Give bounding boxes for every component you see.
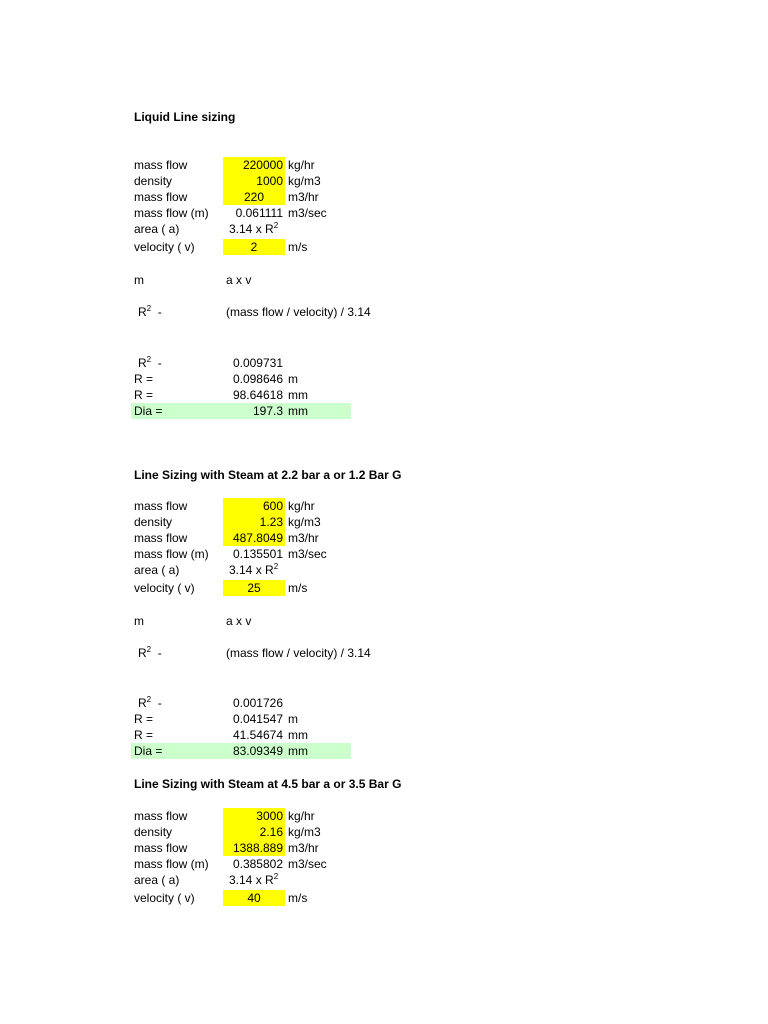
r-mm-label: R = [134,388,154,402]
row-r2-formula [131,645,371,661]
density-unit: kg/m3 [288,825,321,839]
row-density [131,173,351,189]
row-mass-flow [131,157,351,173]
row-dia [131,403,351,419]
volume-flow-value[interactable]: 487.8049 [223,530,285,546]
mass-flow-m-value[interactable]: 0.061111 [235,206,283,220]
r-mm-label: R = [134,728,154,742]
volume-flow-label: mass flow [134,531,188,545]
area-expr: 3.14 x R [229,563,274,577]
dia-unit: mm [288,744,308,758]
area-expr: 3.14 x R [229,222,274,236]
row-area [131,562,351,578]
row-mass-flow [131,808,351,824]
area-expr: 3.14 x R [229,873,274,887]
density-input[interactable]: 1.23 [223,514,285,530]
velocity-label: velocity ( v) [134,891,195,905]
mass-flow-m-label: mass flow (m) [134,547,209,561]
row-volume-flow [131,189,351,205]
r-m-value[interactable]: 0.041547 [232,712,283,726]
m-label: m [134,614,144,628]
mass-flow-unit: kg/hr [288,499,315,513]
mass-flow-label: mass flow [134,158,188,172]
row-velocity [131,239,351,255]
mass-flow-m-value[interactable]: 0.135501 [232,547,283,561]
r2-label: $R^2$ - [138,645,162,660]
row-velocity [131,580,351,596]
r-mm-value[interactable]: 41.54674 [232,728,283,742]
row-r-mm [131,387,351,403]
r-mm-value[interactable]: 98.64618 [232,388,283,402]
row-volume-flow [131,530,351,546]
r2-formula[interactable]: (mass flow / velocity) / 3.14 [226,305,371,319]
area-exponent: 2 [273,872,279,881]
volume-flow-label: mass flow [134,190,188,204]
mass-flow-m-unit: m3/sec [288,547,327,561]
mass-flow-label: mass flow [134,809,188,823]
row-density [131,514,351,530]
volume-flow-value[interactable]: 220 [223,189,285,205]
volume-flow-value[interactable]: 1388.889 [223,840,285,856]
dia-unit: mm [288,404,308,418]
density-label: density [134,174,173,188]
velocity-unit: m/s [288,240,308,254]
velocity-unit: m/s [288,581,308,595]
velocity-label: velocity ( v) [134,240,195,254]
area-label: area ( a) [134,873,180,887]
row-area [131,872,351,888]
mass-flow-input[interactable]: 600 [223,498,285,514]
dia-label: Dia = [134,744,163,758]
row-density [131,824,351,840]
section-title-steam-4-5: Line Sizing with Steam at 4.5 bar a or 3.5 Bar G [134,777,402,791]
velocity-input[interactable]: 2 [223,239,285,255]
area-formula[interactable] [229,221,278,237]
r-m-label: R = [134,372,154,386]
density-unit: kg/m3 [288,174,321,188]
density-input[interactable]: 1000 [223,173,285,189]
row-dia [131,743,351,759]
density-unit: kg/m3 [288,515,321,529]
dia-value[interactable]: 83.09349 [232,744,283,758]
velocity-label: velocity ( v) [134,581,195,595]
r-mm-unit: mm [288,388,308,402]
row-r2-value [131,695,351,711]
density-label: density [134,515,173,529]
r2-value[interactable]: 0.001726 [232,696,283,710]
area-label: area ( a) [134,563,180,577]
velocity-input[interactable]: 40 [223,890,285,906]
mass-flow-m-label: mass flow (m) [134,206,209,220]
r-m-label: R = [134,712,154,726]
volume-flow-unit: m3/hr [288,190,319,204]
area-exponent: 2 [273,562,279,571]
row-volume-flow [131,840,351,856]
m-expr[interactable]: a x v [226,273,252,287]
mass-flow-m-label: mass flow (m) [134,857,209,871]
section-title-steam-2-2: Line Sizing with Steam at 2.2 bar a or 1.2 Bar G [134,468,402,482]
section-title-liquid: Liquid Line sizing [134,110,236,124]
area-label: area ( a) [134,222,180,236]
row-m [131,613,351,629]
volume-flow-label: mass flow [134,841,188,855]
r2-value-label: $R^2$ - [138,355,162,370]
dia-value[interactable]: 197.3 [252,404,283,418]
density-input[interactable]: 2.16 [223,824,285,840]
area-formula[interactable] [229,562,278,578]
row-mass-flow [131,498,351,514]
r2-formula[interactable]: (mass flow / velocity) / 3.14 [226,646,371,660]
mass-flow-label: mass flow [134,499,188,513]
r2-label: $R^2$ - [138,304,162,319]
volume-flow-unit: m3/hr [288,841,319,855]
row-m [131,272,351,288]
mass-flow-m-value[interactable]: 0.385802 [232,857,283,871]
row-r2-formula [131,304,371,320]
r2-value[interactable]: 0.009731 [232,356,283,370]
velocity-input[interactable]: 25 [223,580,285,596]
mass-flow-input[interactable]: 220000 [223,157,285,173]
m-expr[interactable]: a x v [226,614,252,628]
area-formula[interactable] [229,872,278,888]
row-r-mm [131,727,351,743]
mass-flow-unit: kg/hr [288,809,315,823]
r-m-unit: m [288,372,298,386]
volume-flow-unit: m3/hr [288,531,319,545]
row-area [131,221,351,237]
mass-flow-unit: kg/hr [288,158,315,172]
row-r-m [131,711,351,727]
dia-label: Dia = [134,404,163,418]
row-r-m [131,371,351,387]
r-mm-unit: mm [288,728,308,742]
row-r2-value [131,355,351,371]
mass-flow-m-unit: m3/sec [288,206,327,220]
row-mass-flow-m [131,856,351,872]
row-mass-flow-m [131,205,351,221]
row-mass-flow-m [131,546,351,562]
r-m-value[interactable]: 0.098646 [232,372,283,386]
area-exponent: 2 [273,221,279,230]
velocity-unit: m/s [288,891,308,905]
mass-flow-input[interactable]: 3000 [223,808,285,824]
m-label: m [134,273,144,287]
r-m-unit: m [288,712,298,726]
r2-value-label: $R^2$ - [138,695,162,710]
mass-flow-m-unit: m3/sec [288,857,327,871]
density-label: density [134,825,173,839]
row-velocity [131,890,351,906]
